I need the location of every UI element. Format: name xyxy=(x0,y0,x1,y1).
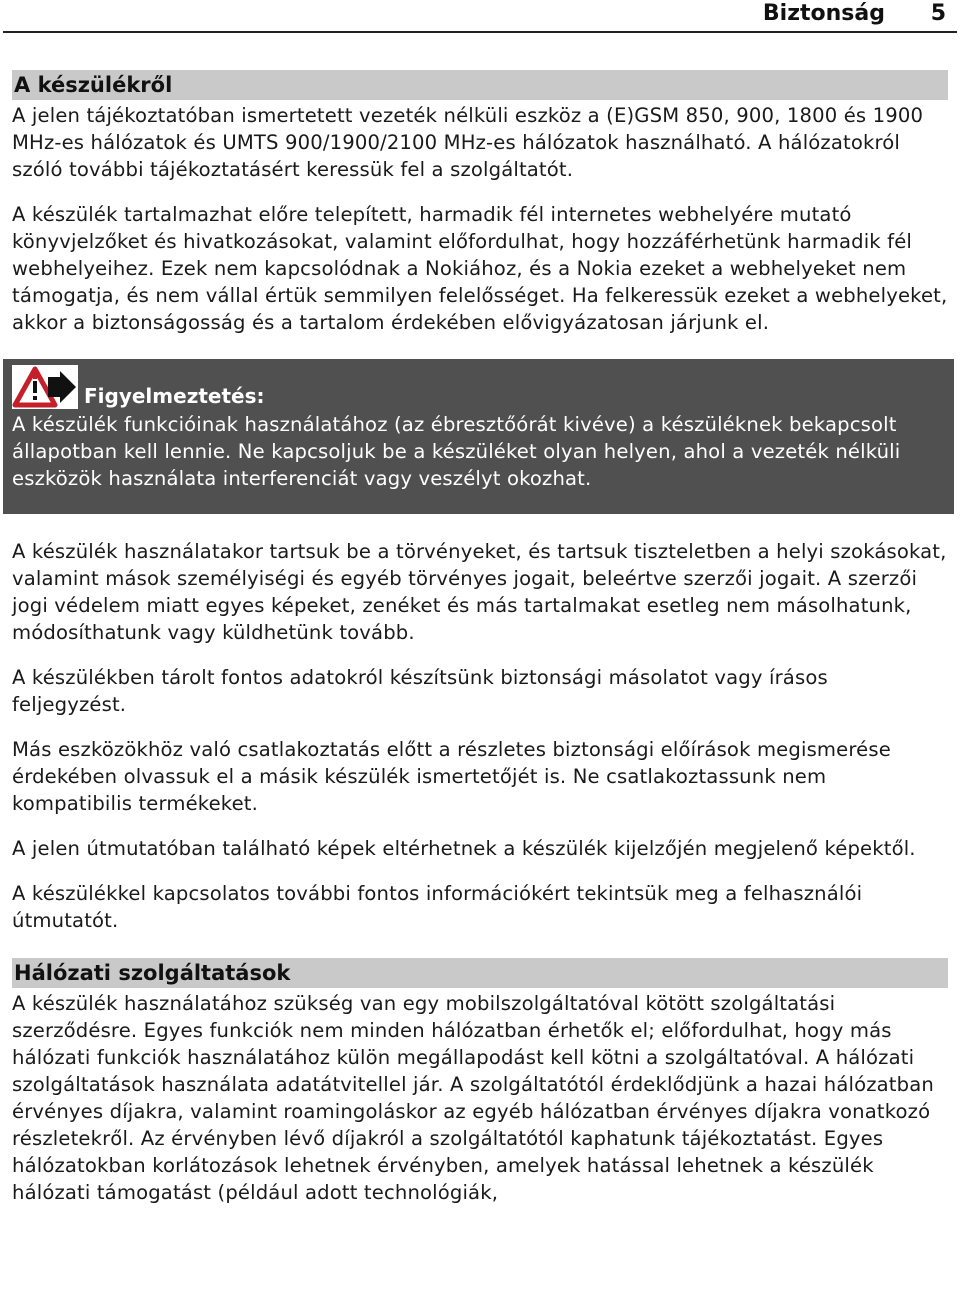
paragraph: A készülék használatakor tartsuk be a törvényeket, és tartsuk tiszteletben a helyi szokásokat, valamint mások személyiségi és egyéb törvényes jogait, beleértve szerzői jogait. A szerzői jogi védelem miatt egyes képeket, zenéket és más tartalmakat esetleg nem másolhatunk, módosíthatunk vagy küldhetünk tovább. xyxy=(12,540,947,644)
document-body xyxy=(12,70,948,1206)
warning-text: A készülék funkcióinak használatához (az ébresztőórát kivéve) a készüléknek bekapcsolt állapotban kell lennie. Ne kapcsoljuk be a készüléket olyan helyen, ahol a vezeték nélküli eszközök használata interferenciát vagy veszélyt okozhat. xyxy=(12,413,901,490)
paragraph: A jelen tájékoztatóban ismertetett vezeték nélküli eszköz a (E)GSM 850, 900, 1800 és 1900 MHz-es hálózatok és UMTS 900/1900/2100 MHz-es hálózatok használható. A hálózatokról szóló további tájékoztatásért keressük fel a szolgáltatót. xyxy=(12,104,924,181)
paragraph: Más eszközökhöz való csatlakoztatás előtt a részletes biztonsági előírások megismerése érdekében olvassuk el a másik készülék ismertetőjét is. Ne csatlakoztassunk nem kompatibilis termékeket. xyxy=(12,738,891,815)
paragraph: A készülék használatához szükség van egy mobilszolgáltatóval kötött szolgáltatási szerződésre. Egyes funkciók nem minden hálózatban érhetők el; előfordulhat, hogy más hálózati funkciók használatához külön megállapodást kell kötni a szolgáltatóval. A hálózati szolgáltatások használata adatátvitellel jár. A szolgáltatótól érdeklődjünk a hazai hálózatban érvényes díjakra, valamint roamingoláskor az egyéb hálózatban érvényes díjakra vonatkozó részletekről. Az érvényben lévő díjakról a szolgáltatótól kaphatunk tájékoztatást. Egyes hálózatokban korlátozások lehetnek érvényben, amelyek hatással lehetnek a készülék hálózati támogatást (például adott technológiák, xyxy=(12,992,934,1204)
page-title: Biztonság xyxy=(762,1,885,26)
paragraph: A jelen útmutatóban található képek eltérhetnek a készülék kijelzőjén megjelenő képektől. xyxy=(12,837,916,860)
warning-header xyxy=(12,367,944,411)
paragraph: A készülékkel kapcsolatos további fontos információkért tekintsük meg a felhasználói útmutatót. xyxy=(12,882,863,932)
page-number: 5 xyxy=(930,1,946,26)
header-divider xyxy=(3,31,957,33)
paragraph: A készülék tartalmazhat előre telepített, harmadik fél internetes webhelyére mutató könyvjelzőket és hivatkozásokat, valamint előfordulhat, hogy hozzáférhetünk harmadik fél webhelyeihez. Ezek nem kapcsolódnak a Nokiához, és a Nokia ezeket a webhelyeket nem támogatja, és nem vállal értük semmilyen felelősséget. Ha felkeressük ezeket a webhelyeket, akkor a biztonságosság és a tartalom érdekében elővigyázatosan járjunk el. xyxy=(12,203,948,334)
page-header xyxy=(0,0,960,30)
warning-title: Figyelmeztetés: xyxy=(84,384,265,408)
paragraph: A készülékben tárolt fontos adatokról készítsünk biztonsági másolatot vagy írásos feljegyzést. xyxy=(12,666,828,716)
warning-box xyxy=(3,359,954,514)
section-heading-device: A készülékről xyxy=(12,70,948,100)
warning-triangle-icon xyxy=(12,365,78,413)
section-heading-network: Hálózati szolgáltatások xyxy=(12,958,948,988)
